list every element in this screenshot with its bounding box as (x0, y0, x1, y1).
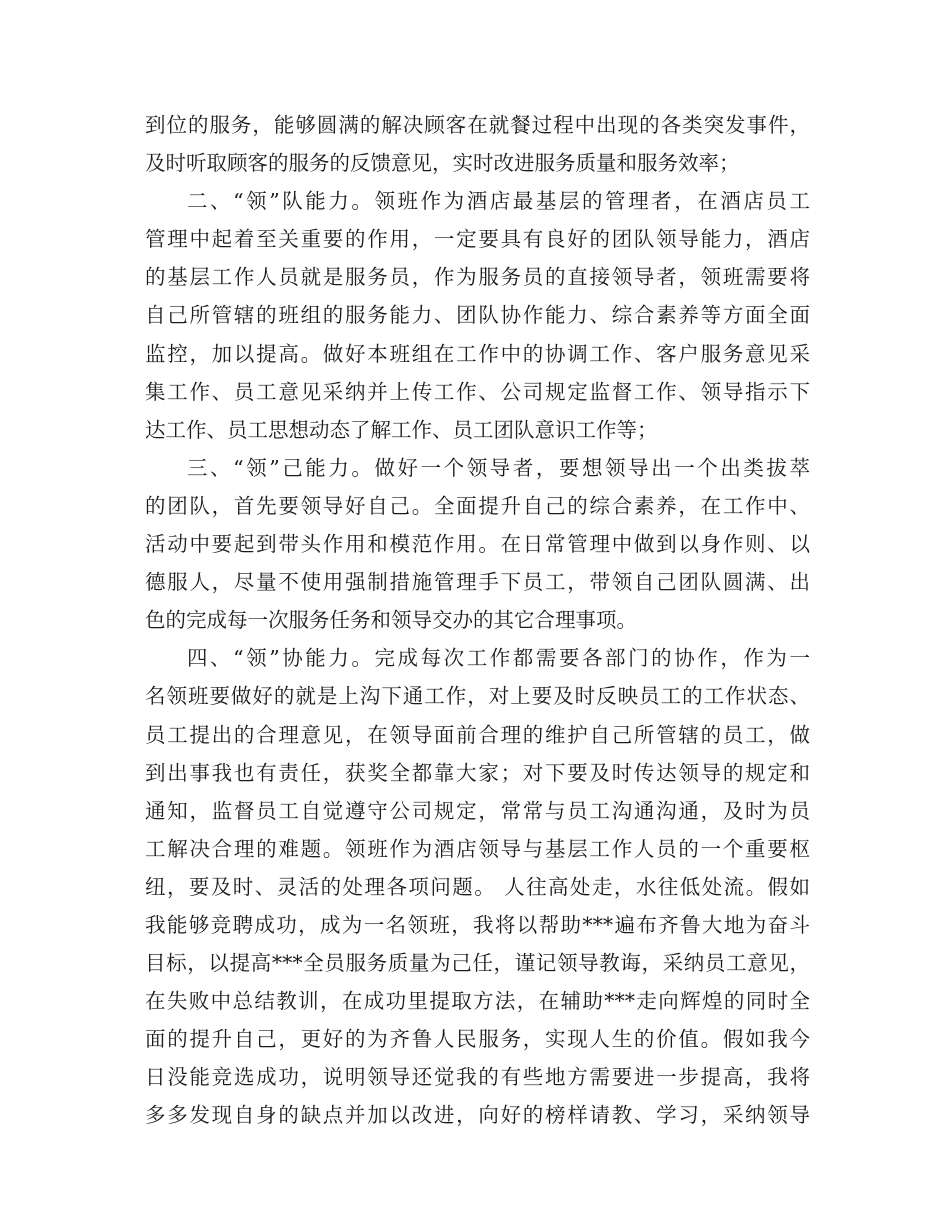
text-line: 三、“领”己能力。做好一个领导者，要想领导出一个出类拔萃 (187, 455, 810, 480)
text-line: 的团队，首先要领导好自己。全面提升自己的综合素养，在工作中、 (145, 493, 810, 518)
text-line: 多多发现自身的缺点并加以改进，向好的榜样请教、学习，采纳领导 (145, 1103, 810, 1128)
text-line: 名领班要做好的就是上沟下通工作，对上要及时反映员工的工作状态、 (145, 684, 810, 709)
text-line: 德服人，尽量不使用强制措施管理手下员工，带领自己团队圆满、出 (145, 570, 810, 595)
text-line: 达工作、员工思想动态了解工作、员工团队意识工作等； (145, 417, 658, 442)
text-line: 活动中要起到带头作用和模范作用。在日常管理中做到以身作则、以 (145, 532, 810, 557)
text-line: 色的完成每一次服务任务和领导交办的其它合理事项。 (145, 608, 637, 633)
text-line: 集工作、员工意见采纳并上传工作、公司规定监督工作、领导指示下 (145, 379, 810, 404)
text-line: 自己所管辖的班组的服务能力、团队协作能力、综合素养等方面全面 (145, 303, 810, 328)
text-line: 的基层工作人员就是服务员，作为服务员的直接领导者，领班需要将 (145, 265, 810, 290)
text-line: 面的提升自己，更好的为齐鲁人民服务，实现人生的价值。假如我今 (145, 1027, 810, 1052)
text-line: 目标，以提高***全员服务质量为己任，谨记领导教诲，采纳员工意见， (145, 951, 810, 976)
text-line: 管理中起着至关重要的作用，一定要具有良好的团队领导能力，酒店 (145, 227, 810, 252)
text-line: 四、“领”协能力。完成每次工作都需要各部门的协作，作为一 (187, 646, 810, 671)
body-text (145, 106, 810, 1135)
text-line: 及时听取顾客的服务的反馈意见，实时改进服务质量和服务效率； (145, 151, 740, 176)
text-line: 工解决合理的难题。领班作为酒店领导与基层工作人员的一个重要枢 (145, 836, 810, 861)
text-line: 到出事我也有责任，获奖全都靠大家；对下要及时传达领导的规定和 (145, 760, 810, 785)
text-line: 纽，要及时、灵活的处理各项问题。 人往高处走，水往低处流。假如 (145, 874, 810, 899)
text-line: 员工提出的合理意见，在领导面前合理的维护自己所管辖的员工，做 (145, 722, 810, 747)
text-line: 我能够竞聘成功，成为一名领班，我将以帮助***遍布齐鲁大地为奋斗 (145, 912, 810, 937)
text-line: 日没能竞选成功，说明领导还觉我的有些地方需要进一步提高，我将 (145, 1065, 810, 1090)
text-line: 监控，加以提高。做好本班组在工作中的协调工作、客户服务意见采 (145, 341, 810, 366)
text-line: 通知，监督员工自觉遵守公司规定，常常与员工沟通沟通，及时为员 (145, 798, 810, 823)
text-line: 在失败中总结教训，在成功里提取方法，在辅助***走向辉煌的同时全 (145, 989, 810, 1014)
text-line: 到位的服务，能够圆满的解决顾客在就餐过程中出现的各类突发事件， (145, 113, 810, 137)
text-line: 二、“领”队能力。领班作为酒店最基层的管理者，在酒店员工 (187, 189, 810, 214)
